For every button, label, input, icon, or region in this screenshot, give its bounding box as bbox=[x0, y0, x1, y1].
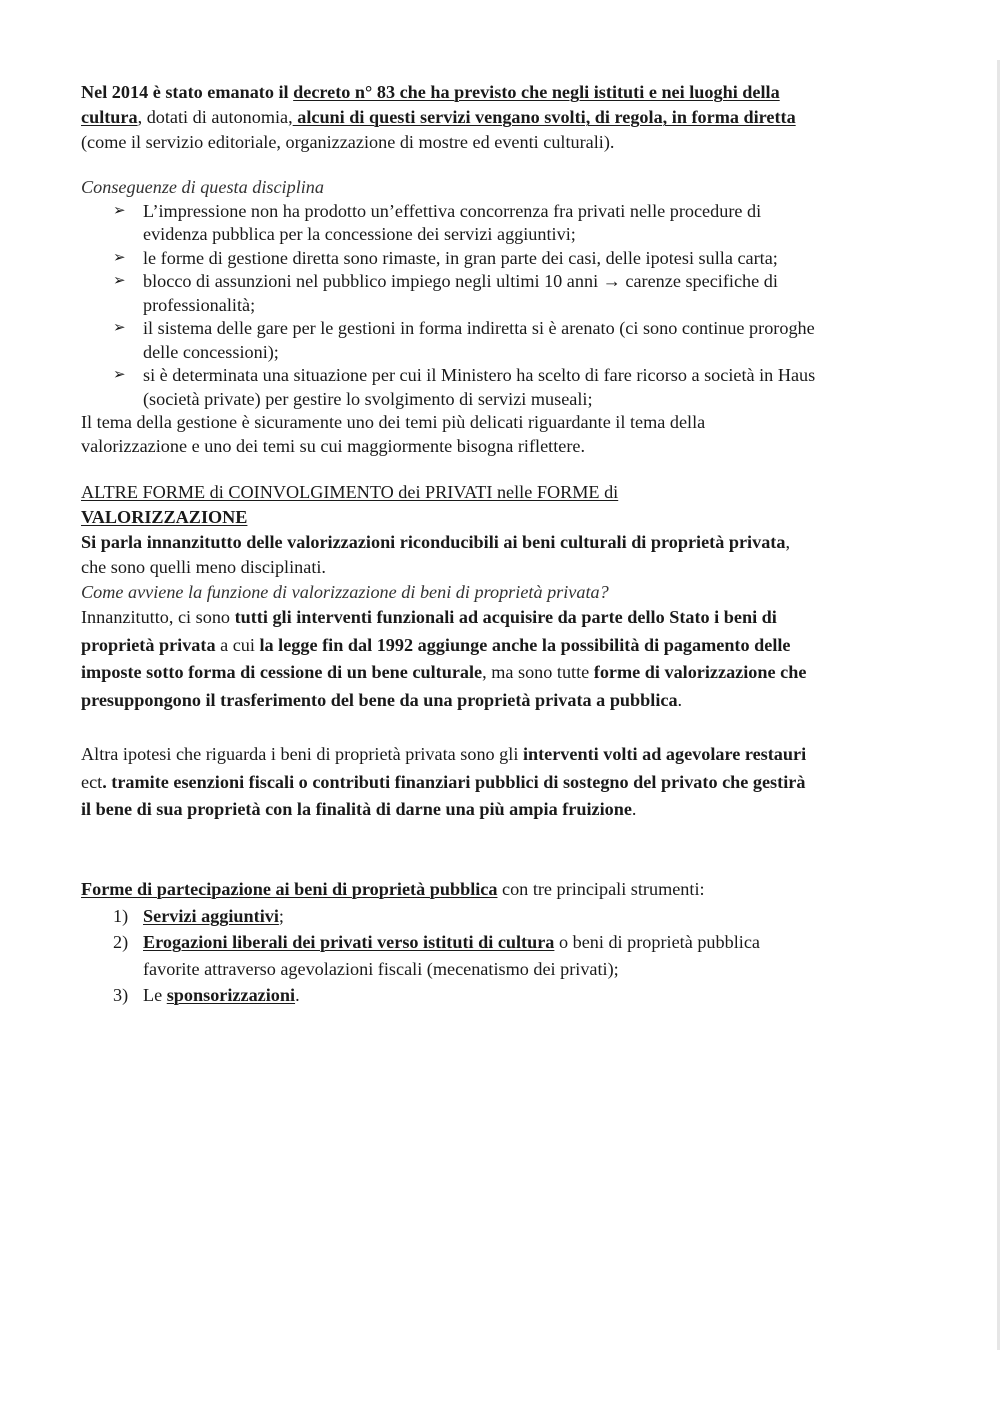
list-item: ➢ il sistema delle gare per le gestioni in forma indiretta si è arenato (ci sono continue proroghe delle concessioni); bbox=[113, 318, 815, 362]
consequences-closing-line-2: valorizzazione e uno dei temi su cui maggiormente bisogna riflettere. bbox=[81, 435, 586, 456]
list-item: ➢ L’impressione non ha prodotto un’effettiva concorrenza fra privati nelle procedure di evidenza pubblica per la concessione dei servizi aggiuntivi; bbox=[113, 200, 762, 244]
restoration-paragraph: Altra ipotesi che riguarda i beni di proprietà privata sono gli interventi volti ad agevolare restauri ect. tramite esenzioni fiscali o contributi finanziari pubblici di sostegno del privato che gestirà il bene di sua proprietà con la finalità di darne una più ampia fruizione. bbox=[81, 744, 807, 819]
list-item: 1) Servizi aggiuntivi; bbox=[113, 905, 284, 926]
consequences-heading: Conseguenze di questa disciplina bbox=[81, 177, 324, 197]
arrow-bullet-icon: ➢ bbox=[113, 320, 126, 336]
section-question: Come avviene la funzione di valorizzazione di beni di proprietà privata? bbox=[81, 582, 609, 602]
arrow-bullet-icon: ➢ bbox=[113, 249, 126, 266]
arrow-bullet-icon: ➢ bbox=[113, 273, 126, 289]
private-involvement-section bbox=[81, 480, 911, 605]
consequences-closing-line-1: Il tema della gestione è sicuramente uno dei temi più delicati riguardante il tema della bbox=[81, 412, 706, 432]
list-item: ➢ blocco di assunzioni nel pubblico impiego negli ultimi 10 anni → carenze specifiche di professionalità; bbox=[113, 271, 778, 315]
intro-line-1: Nel 2014 è stato emanato il decreto n° 83 che ha previsto che negli istituti e nei luoghi della bbox=[81, 82, 780, 102]
section-intro-line-2: che sono quelli meno disciplinati. bbox=[81, 557, 326, 577]
section-title-line-2: VALORIZZAZIONE bbox=[81, 507, 248, 527]
public-participation-section bbox=[81, 876, 911, 1009]
list-item: ➢ si è determinata una situazione per cui il Ministero ha scelto di fare ricorso a società in Haus (società private) per gestire lo svolgimento di servizi museali; bbox=[113, 365, 816, 409]
list-item: 3) Le sponsorizzazioni. bbox=[113, 985, 300, 1005]
intro-paragraph bbox=[81, 80, 911, 155]
arrow-bullet-icon: ➢ bbox=[113, 202, 126, 219]
list-item: 2) Erogazioni liberali dei privati verso istituti di cultura o beni di proprietà pubblica favorite attraverso agevolazioni fiscali (mecenatismo dei privati); bbox=[113, 932, 760, 979]
section-title: ALTRE FORME di COINVOLGIMENTO dei PRIVATI nelle FORME di bbox=[81, 482, 619, 502]
public-participation-intro: Forme di partecipazione ai beni di proprietà pubblica con tre principali strumenti: bbox=[81, 879, 705, 899]
section-intro-line-1: Si parla innanzitutto delle valorizzazioni riconducibili ai beni culturali di proprietà privata, bbox=[81, 532, 790, 552]
consequences-section bbox=[81, 176, 911, 458]
list-item: ➢ le forme di gestione diretta sono rimaste, in gran parte dei casi, delle ipotesi sulla carta; bbox=[81, 247, 911, 271]
intro-line-3: (come il servizio editoriale, organizzazione di mostre ed eventi culturali). bbox=[81, 132, 615, 152]
state-acquisition-paragraph: Innanzitutto, ci sono tutti gli interventi funzionali ad acquisire da parte dello Stato i beni di proprietà privata a cui la legge fin dal 1992 aggiunge anche la possibilità di pagamento delle imposte sotto forma di cessione di un bene culturale, ma sono tutte forme di valorizzazione che presuppongono il trasferimento del bene da una proprietà privata a pubblica. bbox=[81, 607, 807, 710]
intro-line-2: cultura, dotati di autonomia, alcuni di questi servizi vengano svolti, di regola, in forma diretta bbox=[81, 107, 796, 127]
arrow-bullet-icon: ➢ bbox=[113, 367, 126, 383]
